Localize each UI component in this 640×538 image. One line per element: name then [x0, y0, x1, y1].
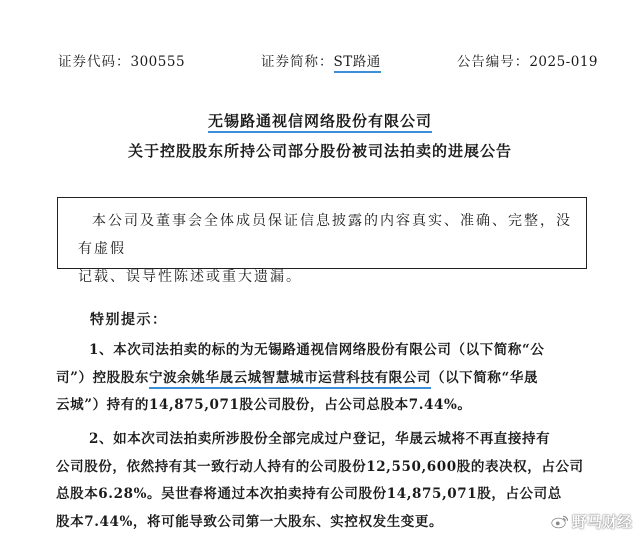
announcement-number	[457, 50, 598, 70]
security-code-label: 证券代码：	[58, 54, 131, 70]
tip-1-line-b	[56, 365, 596, 393]
header-row	[58, 50, 598, 70]
tip-1-text-a: 1、本次司法拍卖的标的为无锡路通视信网络股份有限公司（以下简称“公	[89, 342, 545, 358]
tip-1-text-b-suffix: （以下简称“华晟	[430, 369, 539, 386]
watermark-text: 野马财经	[571, 513, 632, 531]
weibo-icon	[551, 514, 569, 529]
tip-2-line-b: 公司股份，依然持有其一致行动人持有的公司股份12,550,600股的表决权，占公司	[56, 458, 584, 475]
security-code-value: 300555	[130, 54, 186, 70]
tip-1-line-c: 云城”）持有的14,875,071股公司股份，占公司总股本7.44%。	[56, 397, 472, 413]
company-name-text: 无锡路通视信网络股份有限公司	[208, 112, 432, 133]
security-abbreviation	[261, 50, 381, 70]
tip-1-line-a	[56, 337, 596, 365]
announcement-title: 关于控股股东所持公司部分股份被司法拍卖的进展公告	[127, 142, 512, 160]
disclaimer-box	[57, 197, 587, 285]
tip-2-text-a: 2、如本次司法拍卖所涉股份全部完成过户登记，华晟云城将不再直接持有	[89, 431, 551, 447]
tip-1-highlight-company: 宁波余姚华晟云城智慧城市运营科技有限公司	[149, 370, 431, 389]
tip-item-1	[56, 337, 596, 420]
special-tips-title: 特别提示：	[90, 312, 168, 328]
security-abbr-label: 证券简称：	[261, 54, 334, 70]
tip-2-line-d: 股本7.44%，将可能导致公司第一大股东、实控权发生变更。	[56, 513, 444, 530]
security-code	[58, 50, 185, 70]
watermark	[551, 511, 632, 532]
tip-2-line-c: 总股本6.28%。吴世春将通过本次拍卖持有公司股份14,875,071股，占公司总	[56, 486, 562, 502]
announcement-number-value: 2025-019	[529, 54, 598, 70]
disclaimer-line-2: 记载、误导性陈述或重大遗漏。	[78, 269, 302, 285]
company-name	[0, 110, 640, 131]
tip-item-2	[56, 426, 596, 536]
disclaimer-line-1	[78, 207, 580, 263]
announcement-number-label: 公告编号：	[456, 54, 530, 70]
tip-1-text-b-prefix: 司”）控股股东	[56, 369, 149, 386]
disclaimer-text-1: 本公司及董事会全体成员保证信息披露的内容真实、准确、完整，没有虚假	[78, 213, 572, 257]
tip-2-line-a	[56, 426, 596, 454]
security-abbr-value: ST路通	[334, 54, 381, 73]
